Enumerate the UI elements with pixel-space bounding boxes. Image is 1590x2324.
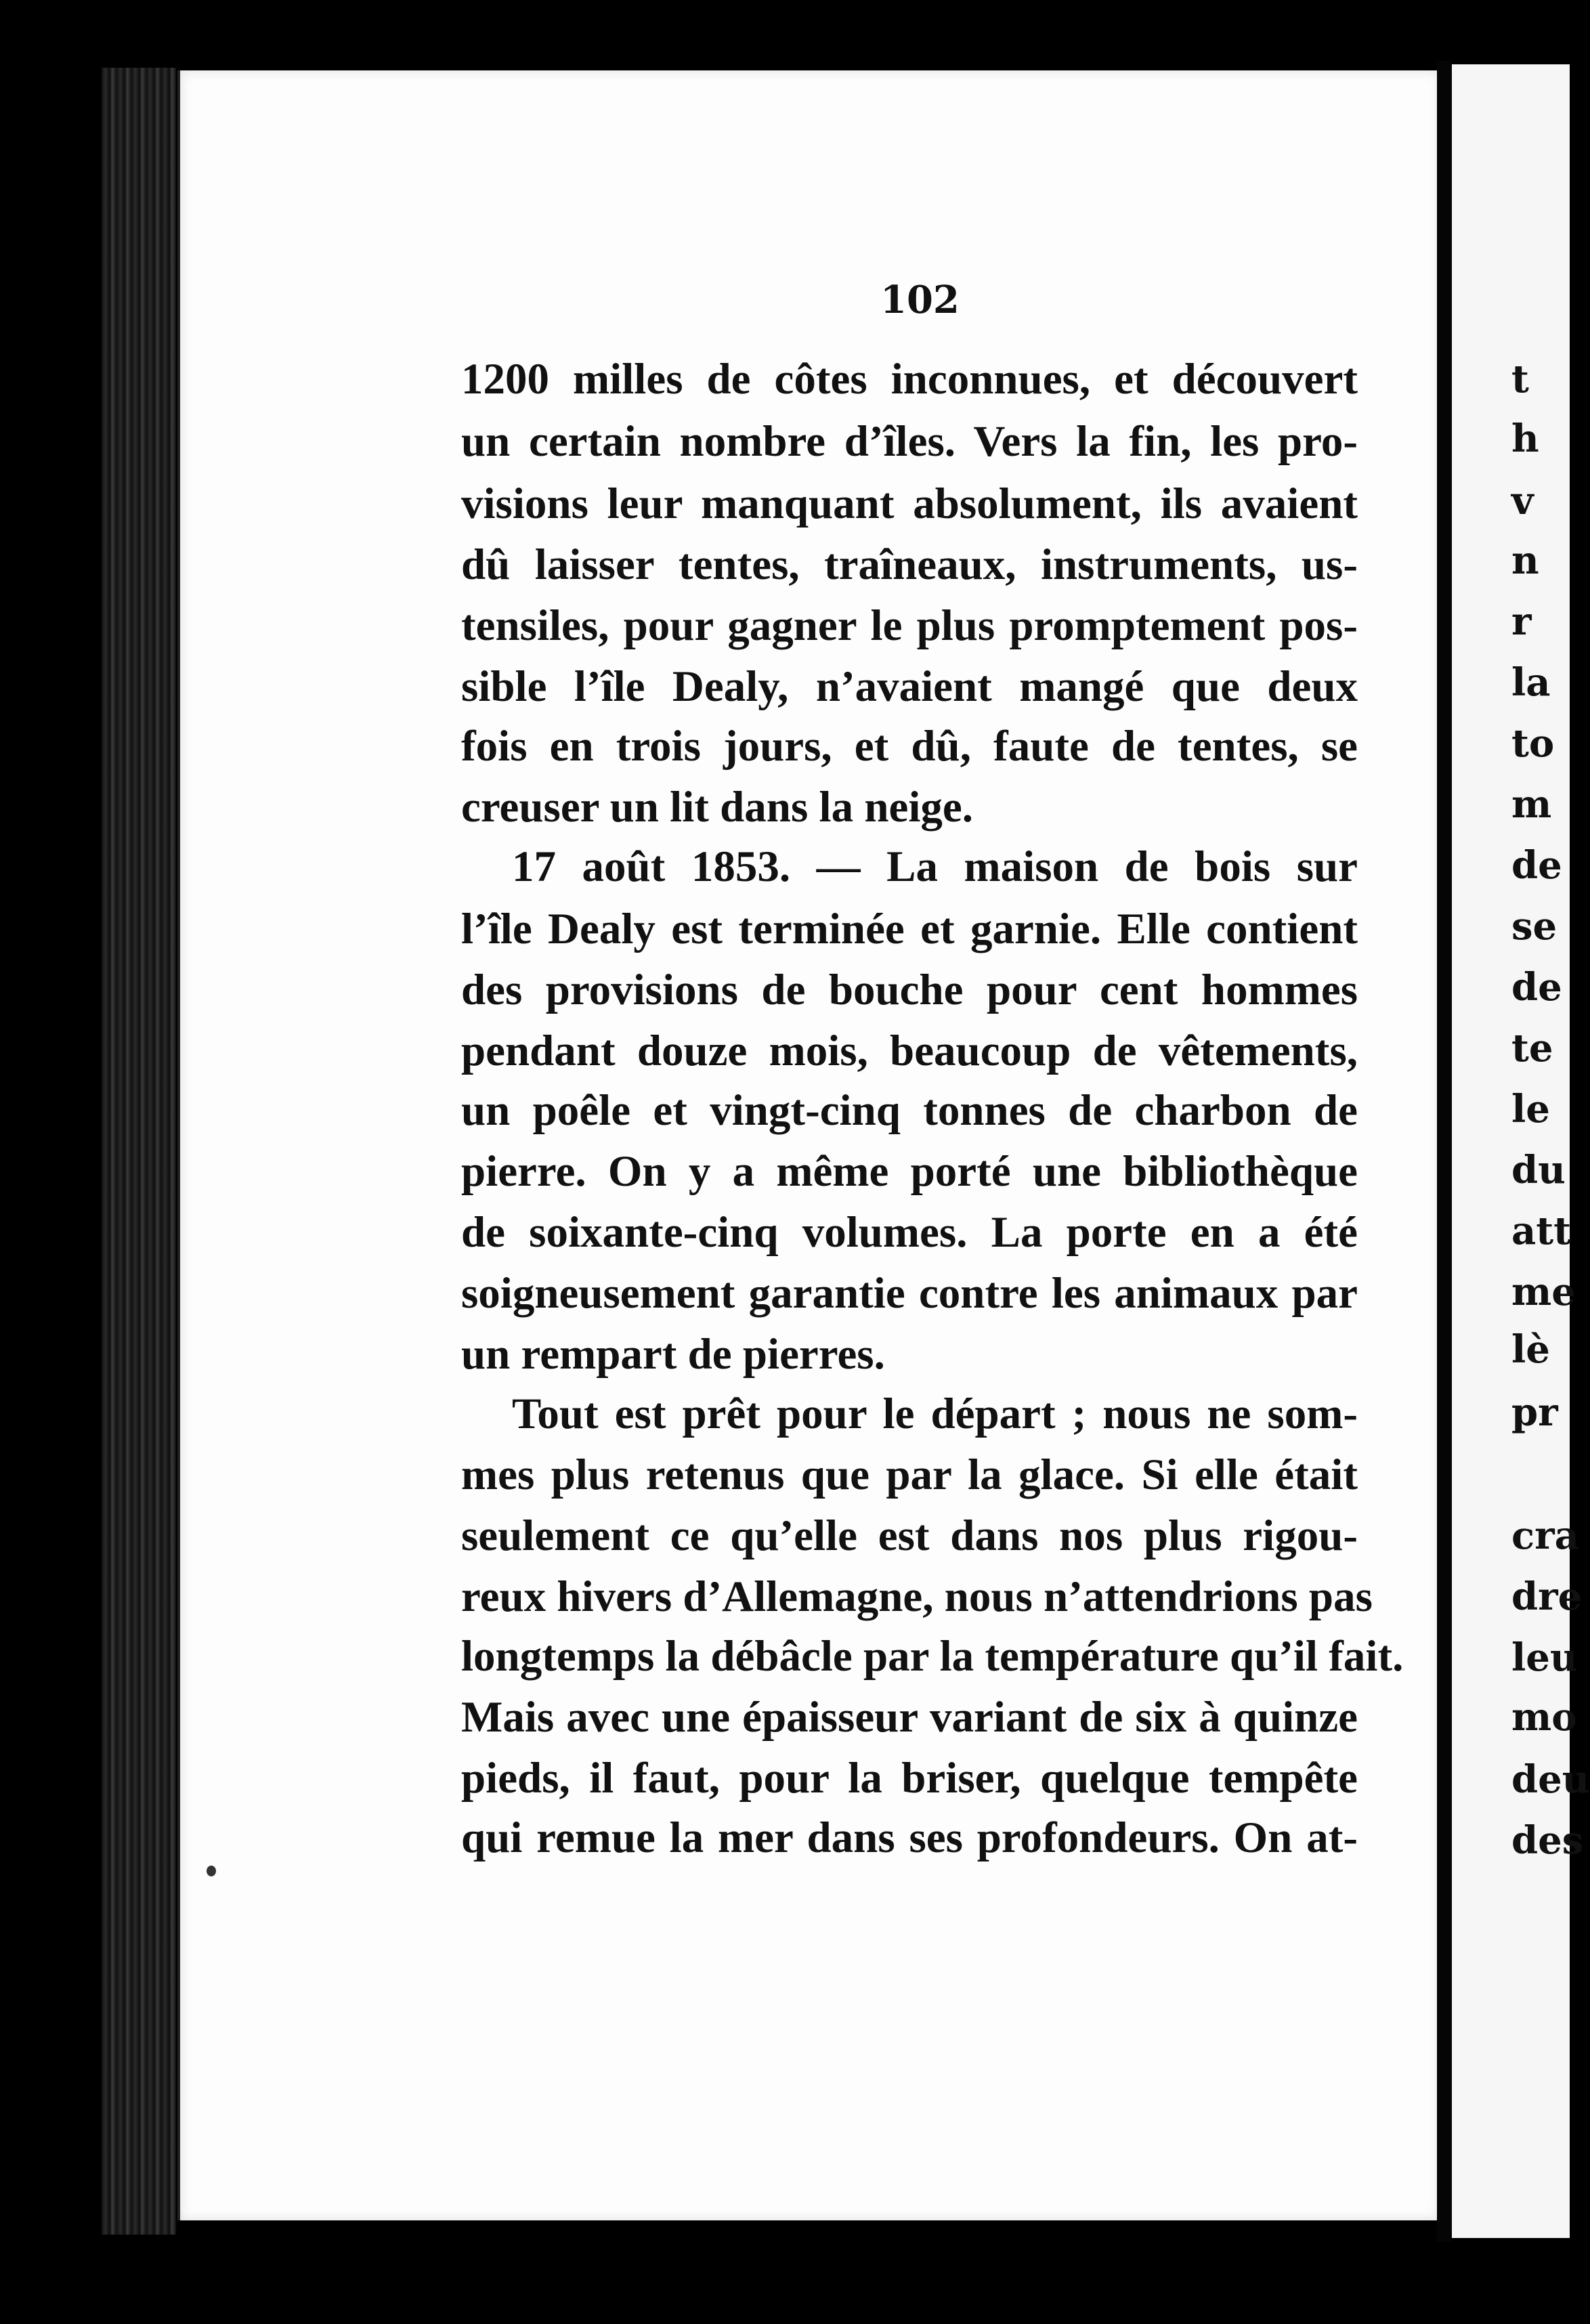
adjacent-page-text: le: [1511, 1087, 1550, 1132]
adjacent-page-text: r: [1511, 599, 1532, 644]
adjacent-page-text: cra: [1511, 1513, 1579, 1558]
text-line: tensiles, pour gagner le plus promptement pos-: [461, 601, 1358, 650]
text-line: un poêle et vingt-cinq tonnes de charbon de: [461, 1086, 1358, 1135]
text-line: pierre. On y a même porté une bibliothèque: [461, 1147, 1358, 1196]
text-line: 1200 milles de côtes inconnues, et découvert: [461, 355, 1358, 404]
text-line: 17 août 1853. — La maison de bois sur: [512, 842, 1358, 891]
text-line: seulement ce qu’elle est dans nos plus rigou-: [461, 1511, 1358, 1560]
adjacent-page-fragment: [1452, 64, 1590, 2238]
text-line: un certain nombre d’îles. Vers la fin, les pro-: [461, 417, 1358, 466]
text-line: soigneusement garantie contre les animaux par: [461, 1269, 1358, 1318]
adjacent-page-text: h: [1511, 416, 1539, 461]
text-line: longtemps la débâcle par la température qu’il fait.: [461, 1632, 1404, 1681]
text-line: pieds, il faut, pour la briser, quelque tempête: [461, 1754, 1358, 1803]
text-line: dû laisser tentes, traîneaux, instruments, us-: [461, 540, 1358, 589]
adjacent-page-text: pr: [1511, 1390, 1558, 1435]
text-line: Mais avec une épaisseur variant de six à quinze: [461, 1693, 1358, 1742]
ink-speck: [207, 1866, 216, 1876]
adjacent-page-text: te: [1511, 1026, 1553, 1071]
adjacent-page-text: la: [1511, 660, 1551, 705]
adjacent-page-text: de: [1511, 965, 1562, 1010]
text-line: reux hivers d’Allemagne, nous n’attendrions pas: [461, 1572, 1373, 1621]
adjacent-page-text: to: [1511, 721, 1555, 766]
book-binding-edge: [102, 68, 176, 2235]
adjacent-page-text: att: [1511, 1209, 1572, 1253]
adjacent-page-text: du: [1511, 1148, 1566, 1192]
adjacent-page-text: des: [1511, 1818, 1584, 1863]
text-line: qui remue la mer dans ses profondeurs. On at-: [461, 1813, 1358, 1862]
adjacent-page-text: leu: [1511, 1635, 1578, 1680]
adjacent-page-text: n: [1511, 538, 1539, 583]
text-line: Tout est prêt pour le départ ; nous ne som-: [512, 1390, 1358, 1438]
text-line: sible l’île Dealy, n’avaient mangé que deux: [461, 662, 1358, 711]
adjacent-page-text: deu: [1511, 1757, 1590, 1802]
text-line: l’île Dealy est terminée et garnie. Elle contient: [461, 905, 1358, 953]
adjacent-page-text: t: [1511, 357, 1529, 402]
text-line: des provisions de bouche pour cent hommes: [461, 966, 1358, 1014]
adjacent-page-text: de: [1511, 843, 1562, 888]
adjacent-page-text: mo: [1511, 1695, 1577, 1740]
text-line: de soixante-cinq volumes. La porte en a été: [461, 1208, 1358, 1257]
adjacent-page-text: lè: [1511, 1327, 1550, 1372]
text-line: mes plus retenus que par la glace. Si elle était: [461, 1450, 1358, 1499]
text-line: creuser un lit dans la neige.: [461, 783, 973, 832]
adjacent-page-text: me: [1511, 1270, 1576, 1314]
adjacent-page-text: dre: [1511, 1574, 1583, 1619]
adjacent-page-text: m: [1511, 782, 1552, 827]
text-line: un rempart de pierres.: [461, 1330, 885, 1379]
adjacent-page-text: v: [1511, 479, 1534, 523]
page-gutter: [1437, 61, 1452, 2241]
text-line: visions leur manquant absolument, ils avaient: [461, 479, 1358, 528]
text-line: fois en trois jours, et dû, faute de tentes, se: [461, 722, 1358, 771]
text-line: pendant douze mois, beaucoup de vêtements,: [461, 1027, 1358, 1075]
page-number: 102: [880, 278, 960, 322]
adjacent-page-text: se: [1511, 904, 1557, 949]
